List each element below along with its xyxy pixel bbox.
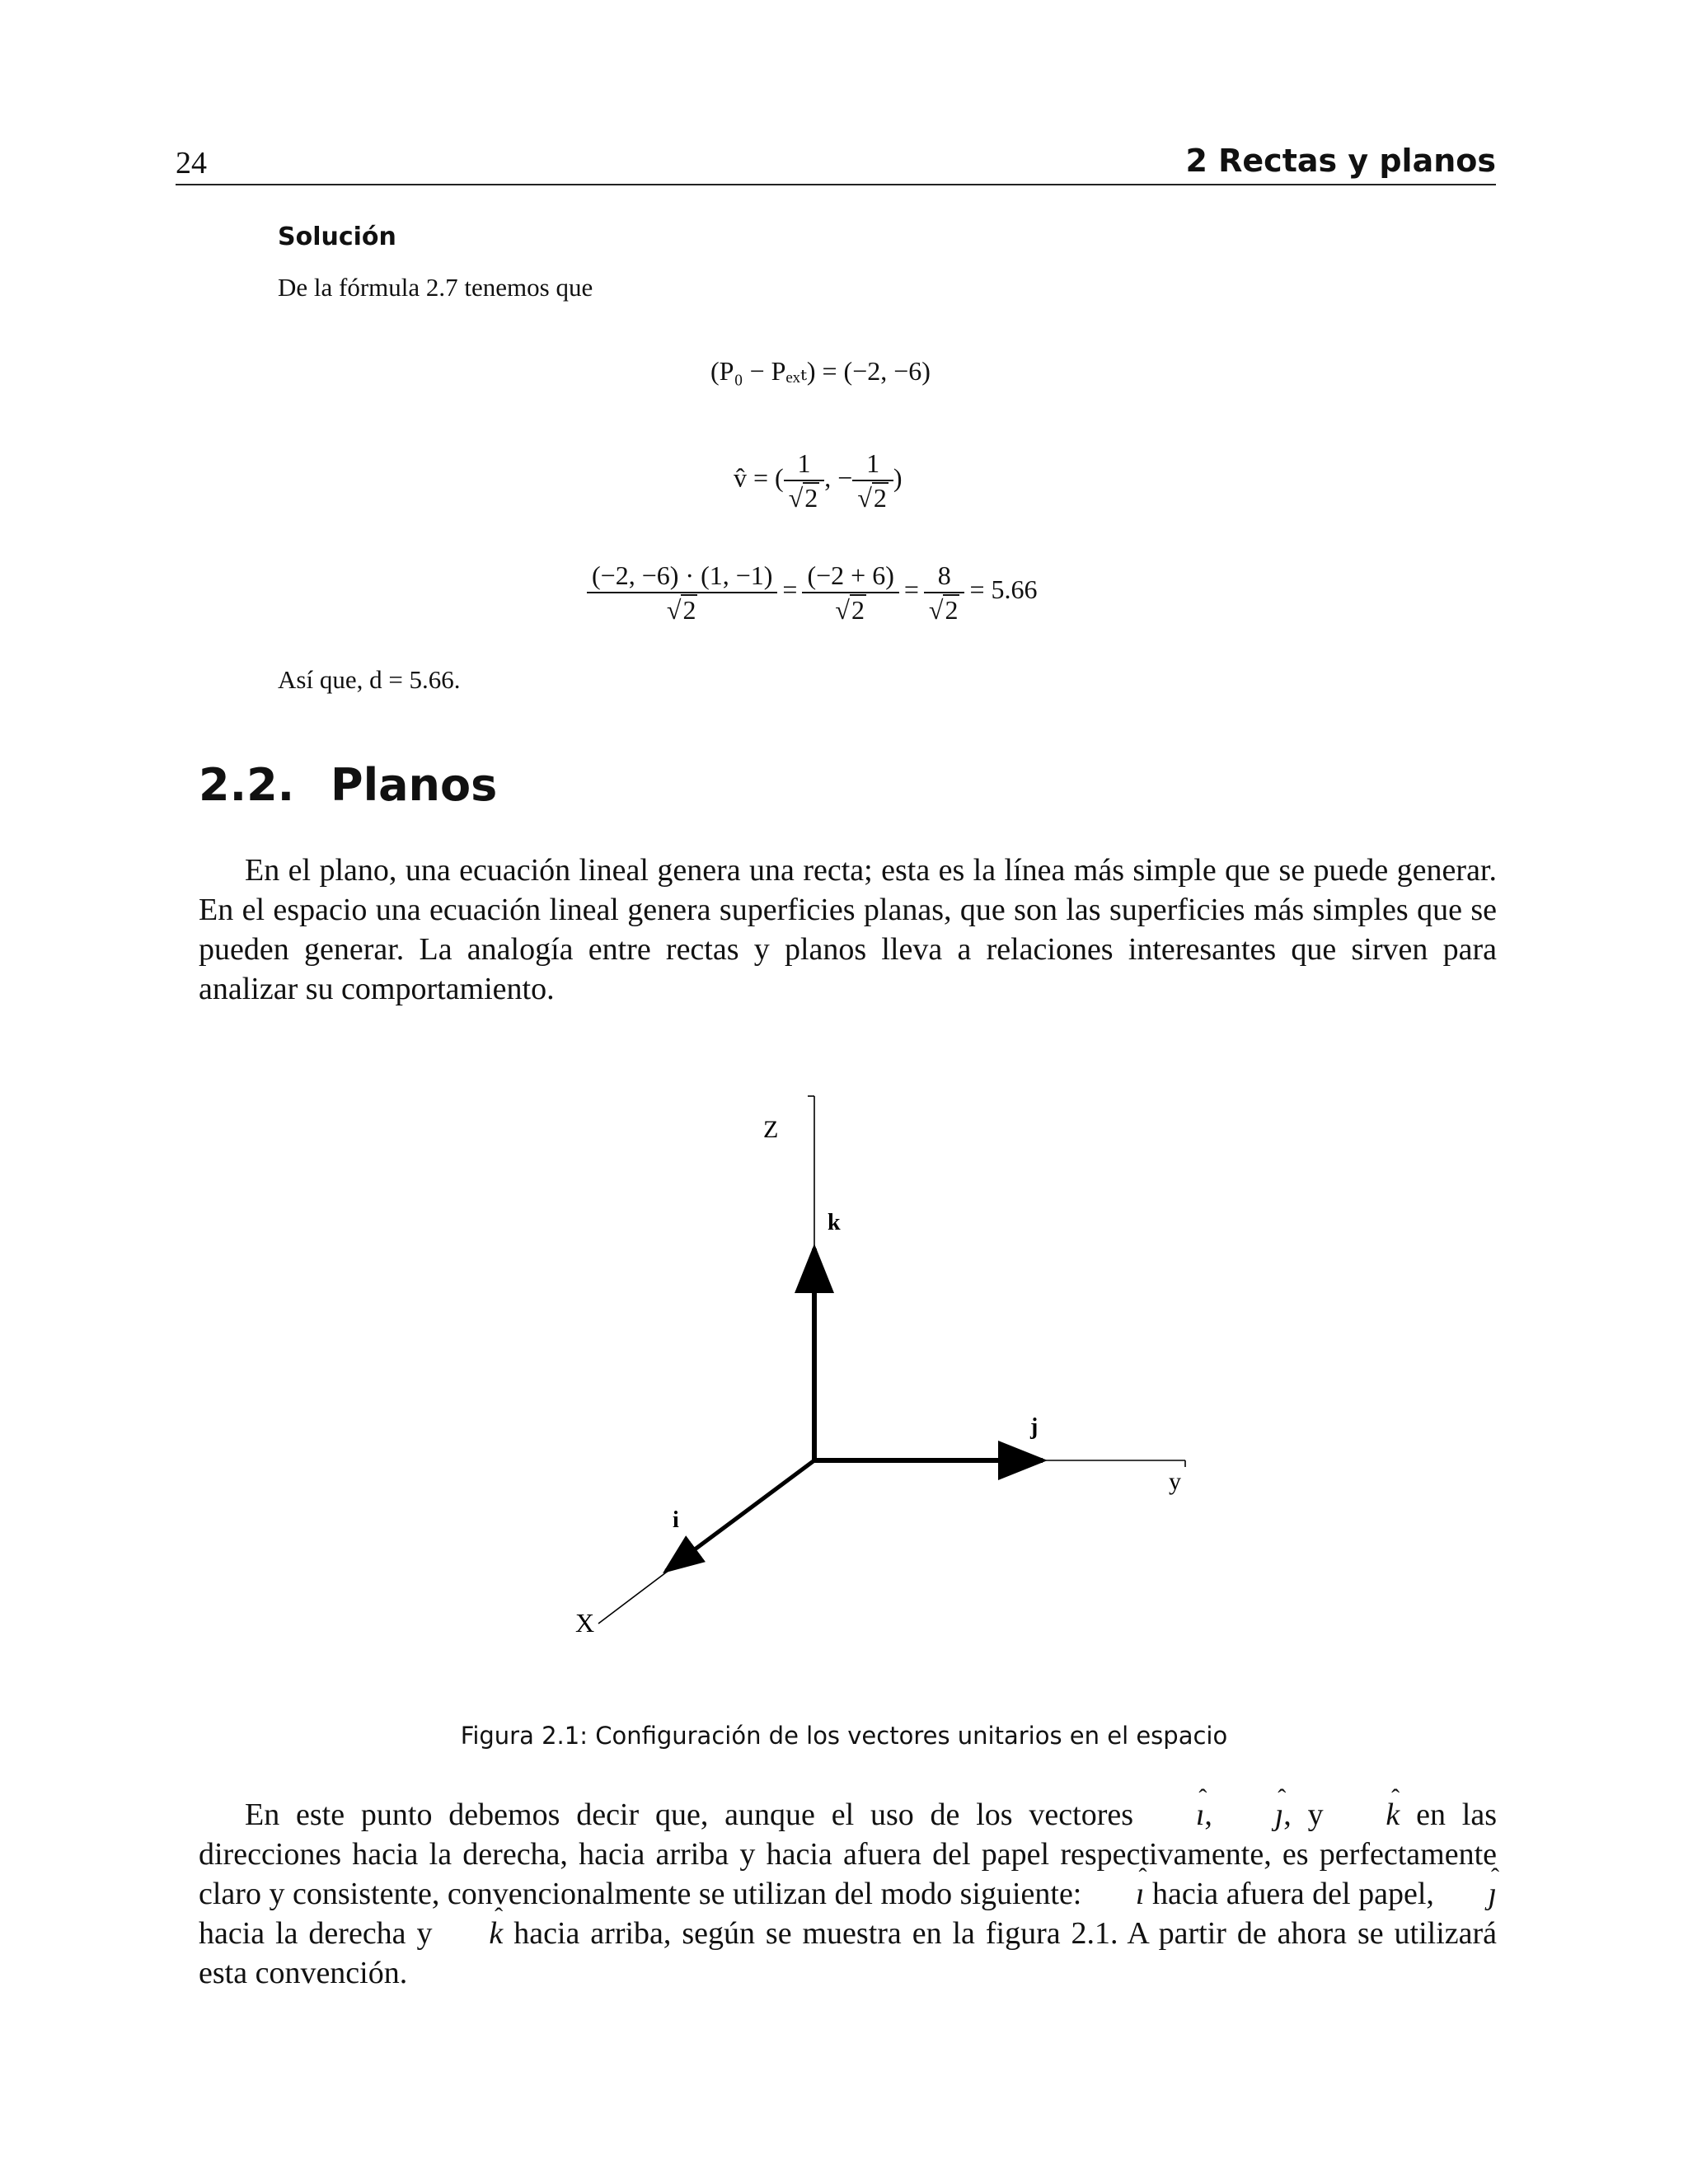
eq2-fraction-2 [852, 447, 893, 514]
i-vector [666, 1460, 814, 1571]
p2-part2: en las direcciones hacia la derecha, hacia arriba y hacia afuera del papel respectivamente, es perfectamente claro y consistente, convencionalmente se utilizan del modo siguiente: [199, 1797, 1498, 1911]
section-number: 2.2. [199, 759, 295, 811]
eq3-numerator-2: (−2 + 6) [802, 559, 898, 593]
eq2-denominator-2: √2 [857, 483, 887, 513]
section-heading [199, 758, 497, 813]
z-axis-label: Z [763, 1116, 779, 1143]
solution-label: Solución [278, 223, 396, 251]
unit-vectors-figure [569, 1071, 1195, 1648]
k-vector-label: k [828, 1210, 841, 1235]
paragraph-2-text [199, 1795, 1497, 1993]
eq2-denominator-1: √2 [788, 483, 818, 513]
i-vector-label: i [673, 1507, 679, 1533]
j-vector-label: j [1030, 1414, 1039, 1440]
eq3-fraction-1 [587, 559, 777, 626]
p2-part1: En este punto debemos decir que, aunque el uso de los vectores [245, 1797, 1150, 1832]
eq3-equals-1: = [782, 574, 798, 605]
eq3-result: = 5.66 [969, 574, 1038, 605]
k-hat-symbol: ˆ k [1339, 1795, 1400, 1835]
eq2-lhs: v̂ = ( [734, 462, 784, 493]
eq3-radicand-3: 2 [945, 595, 959, 625]
p2-comma2: , y [1283, 1797, 1340, 1832]
eq3-fraction-3 [924, 559, 965, 626]
x-axis-label: X [575, 1608, 595, 1638]
j-hat-symbol: ˆ ȷ [1229, 1795, 1284, 1835]
section-title: Planos [331, 759, 498, 811]
p2-comma1: , [1204, 1797, 1229, 1832]
eq3-denominator-3: √2 [928, 595, 959, 625]
eq2-fraction-1 [784, 447, 825, 514]
eq2-separator: , − [824, 462, 853, 493]
eq3-denominator-1: √2 [666, 595, 696, 625]
figure-caption: Figura 2.1: Configuración de los vectores unitarios en el espacio [460, 1722, 1228, 1750]
y-axis-label: y [1169, 1468, 1181, 1495]
header-rule [176, 184, 1496, 185]
eq3-radicand-2: 2 [851, 595, 865, 625]
equation-difference: (P₀ − Pₑₓₜ) = (−2, −6) [710, 356, 931, 386]
j-hat-symbol-2: ˆ ȷ [1442, 1874, 1497, 1914]
solution-intro: De la fórmula 2.7 tenemos que [278, 273, 593, 302]
solution-conclusion: Así que, d = 5.66. [278, 665, 461, 694]
p2-part3: hacia afuera del papel, [1144, 1877, 1442, 1911]
paragraph-planos-intro [199, 851, 1497, 1009]
i-hat-symbol: ˆ ı [1150, 1795, 1205, 1835]
page-number: 24 [176, 146, 207, 180]
eq2-numerator-2: 1 [852, 447, 893, 481]
paragraph-convention [199, 1795, 1497, 1993]
eq3-denominator-2: √2 [835, 595, 865, 625]
paragraph-1-text: En el plano, una ecuación lineal genera una recta; esta es la línea más simple que se puede generar. En el espacio una ecuación lineal genera superficies planas, que son las superficies más simples que se pueden generar. La analogía entre rectas y planos lleva a relaciones interesantes que sirven para analizar su comportamiento. [199, 853, 1497, 1006]
eq3-radicand-1: 2 [682, 595, 696, 625]
equation-distance [587, 559, 1043, 626]
eq2-radicand-1: 2 [804, 483, 818, 513]
eq3-equals-2: = [903, 574, 919, 605]
i-hat-symbol-2: ˆ ı [1090, 1874, 1145, 1914]
running-head: 2 Rectas y planos [1185, 143, 1496, 179]
eq3-numerator-1: (−2, −6) · (1, −1) [587, 559, 777, 593]
equation-unit-vector [734, 447, 903, 514]
eq2-close: ) [893, 462, 903, 493]
k-hat-symbol-2: ˆ k [443, 1914, 503, 1953]
p2-part5: hacia arriba, según se muestra en la figura 2.1. A partir de ahora se utilizará esta convención. [199, 1916, 1498, 1990]
eq3-fraction-2 [802, 559, 898, 626]
eq3-numerator-3: 8 [924, 559, 965, 593]
p2-part4: hacia la derecha y [199, 1916, 443, 1951]
eq2-numerator-1: 1 [784, 447, 825, 481]
eq2-radicand-2: 2 [873, 483, 887, 513]
